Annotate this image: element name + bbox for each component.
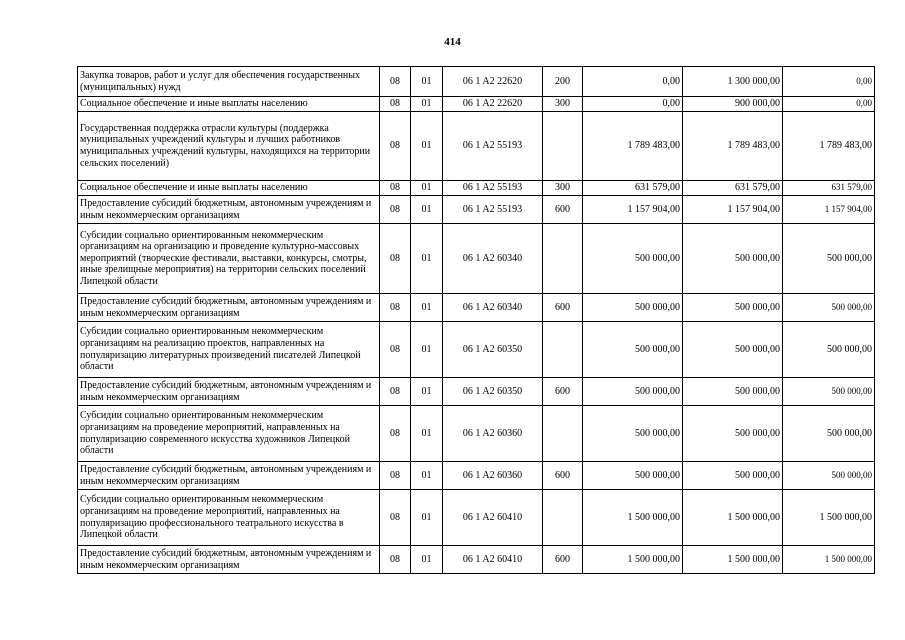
target-code: 06 1 A2 60350 bbox=[443, 322, 543, 378]
amount-1: 500 000,00 bbox=[583, 462, 683, 490]
table-row bbox=[78, 462, 875, 490]
subsection-code: 01 bbox=[411, 406, 443, 462]
section-code: 08 bbox=[380, 378, 411, 406]
row-name: Субсидии социально ориентированным некоммерческим организациям на проведение мероприятий, направленных на популяризацию профессионального театрального искусства в Липецкой области bbox=[78, 490, 380, 546]
amount-2: 1 300 000,00 bbox=[683, 67, 783, 97]
amount-1: 631 579,00 bbox=[583, 181, 683, 196]
target-code: 06 1 A2 60410 bbox=[443, 546, 543, 574]
row-name: Государственная поддержка отрасли культуры (поддержка муниципальных учреждений культуры и лучших работников муниципальных учреждений культуры, находящихся на территории сельских поселений) bbox=[78, 112, 380, 181]
amount-1: 0,00 bbox=[583, 97, 683, 112]
target-code: 06 1 A2 60340 bbox=[443, 224, 543, 294]
amount-3: 500 000,00 bbox=[783, 378, 875, 406]
table-row bbox=[78, 294, 875, 322]
amount-1: 500 000,00 bbox=[583, 294, 683, 322]
subsection-code: 01 bbox=[411, 322, 443, 378]
table-row bbox=[78, 67, 875, 97]
row-name: Субсидии социально ориентированным некоммерческим организациям на проведение мероприятий, направленных на популяризацию современного искусства художников Липецкой области bbox=[78, 406, 380, 462]
table-row bbox=[78, 196, 875, 224]
expense-type-code bbox=[543, 406, 583, 462]
amount-1: 1 789 483,00 bbox=[583, 112, 683, 181]
table-row bbox=[78, 112, 875, 181]
amount-1: 0,00 bbox=[583, 67, 683, 97]
amount-3: 500 000,00 bbox=[783, 294, 875, 322]
amount-3: 1 500 000,00 bbox=[783, 546, 875, 574]
expense-type-code: 300 bbox=[543, 181, 583, 196]
table-row bbox=[78, 97, 875, 112]
row-name: Предоставление субсидий бюджетным, автономным учреждениям и иным некоммерческим организациям bbox=[78, 546, 380, 574]
expense-type-code bbox=[543, 224, 583, 294]
subsection-code: 01 bbox=[411, 378, 443, 406]
subsection-code: 01 bbox=[411, 490, 443, 546]
target-code: 06 1 A2 60350 bbox=[443, 378, 543, 406]
amount-1: 500 000,00 bbox=[583, 378, 683, 406]
amount-3: 500 000,00 bbox=[783, 322, 875, 378]
target-code: 06 1 A2 60340 bbox=[443, 294, 543, 322]
target-code: 06 1 A2 60360 bbox=[443, 462, 543, 490]
amount-3: 500 000,00 bbox=[783, 224, 875, 294]
amount-2: 900 000,00 bbox=[683, 97, 783, 112]
expense-type-code: 600 bbox=[543, 462, 583, 490]
table-row bbox=[78, 406, 875, 462]
amount-2: 1 789 483,00 bbox=[683, 112, 783, 181]
amount-1: 500 000,00 bbox=[583, 322, 683, 378]
subsection-code: 01 bbox=[411, 97, 443, 112]
target-code: 06 1 A2 55193 bbox=[443, 112, 543, 181]
row-name: Социальное обеспечение и иные выплаты населению bbox=[78, 97, 380, 112]
amount-3: 1 789 483,00 bbox=[783, 112, 875, 181]
target-code: 06 1 A2 22620 bbox=[443, 97, 543, 112]
target-code: 06 1 A2 55193 bbox=[443, 196, 543, 224]
amount-1: 1 157 904,00 bbox=[583, 196, 683, 224]
section-code: 08 bbox=[380, 196, 411, 224]
row-name: Социальное обеспечение и иные выплаты населению bbox=[78, 181, 380, 196]
row-name: Предоставление субсидий бюджетным, автономным учреждениям и иным некоммерческим организациям bbox=[78, 378, 380, 406]
table-row bbox=[78, 322, 875, 378]
row-name: Предоставление субсидий бюджетным, автономным учреждениям и иным некоммерческим организациям bbox=[78, 294, 380, 322]
amount-3: 500 000,00 bbox=[783, 406, 875, 462]
target-code: 06 1 A2 22620 bbox=[443, 67, 543, 97]
amount-2: 500 000,00 bbox=[683, 378, 783, 406]
expense-type-code bbox=[543, 490, 583, 546]
budget-table bbox=[77, 66, 875, 574]
section-code: 08 bbox=[380, 112, 411, 181]
amount-2: 500 000,00 bbox=[683, 406, 783, 462]
amount-2: 1 500 000,00 bbox=[683, 490, 783, 546]
row-name: Субсидии социально ориентированным некоммерческим организациям на организацию и проведение культурно-массовых мероприятий (творческие фестивали, выставки, конкурсы, смотры, иные зрелищные мероприятия) на территории сельских поселений Липецкой области bbox=[78, 224, 380, 294]
section-code: 08 bbox=[380, 294, 411, 322]
subsection-code: 01 bbox=[411, 224, 443, 294]
row-name: Предоставление субсидий бюджетным, автономным учреждениям и иным некоммерческим организациям bbox=[78, 462, 380, 490]
expense-type-code: 600 bbox=[543, 196, 583, 224]
target-code: 06 1 A2 60360 bbox=[443, 406, 543, 462]
expense-type-code bbox=[543, 112, 583, 181]
subsection-code: 01 bbox=[411, 181, 443, 196]
amount-2: 500 000,00 bbox=[683, 322, 783, 378]
amount-3: 1 500 000,00 bbox=[783, 490, 875, 546]
amount-3: 0,00 bbox=[783, 67, 875, 97]
table-row bbox=[78, 546, 875, 574]
amount-2: 500 000,00 bbox=[683, 224, 783, 294]
section-code: 08 bbox=[380, 490, 411, 546]
row-name: Субсидии социально ориентированным некоммерческим организациям на реализацию проектов, направленных на популяризацию литературных произведений писателей Липецкой области bbox=[78, 322, 380, 378]
expense-type-code: 600 bbox=[543, 294, 583, 322]
expense-type-code: 600 bbox=[543, 378, 583, 406]
section-code: 08 bbox=[380, 224, 411, 294]
amount-2: 500 000,00 bbox=[683, 462, 783, 490]
page-number: 414 bbox=[444, 36, 461, 48]
subsection-code: 01 bbox=[411, 67, 443, 97]
amount-2: 500 000,00 bbox=[683, 294, 783, 322]
amount-2: 631 579,00 bbox=[683, 181, 783, 196]
amount-1: 1 500 000,00 bbox=[583, 490, 683, 546]
row-name: Закупка товаров, работ и услуг для обеспечения государственных (муниципальных) нужд bbox=[78, 67, 380, 97]
table-row bbox=[78, 490, 875, 546]
table-row bbox=[78, 378, 875, 406]
subsection-code: 01 bbox=[411, 196, 443, 224]
row-name: Предоставление субсидий бюджетным, автономным учреждениям и иным некоммерческим организациям bbox=[78, 196, 380, 224]
expense-type-code bbox=[543, 322, 583, 378]
subsection-code: 01 bbox=[411, 294, 443, 322]
amount-2: 1 500 000,00 bbox=[683, 546, 783, 574]
table-row bbox=[78, 181, 875, 196]
target-code: 06 1 A2 60410 bbox=[443, 490, 543, 546]
subsection-code: 01 bbox=[411, 462, 443, 490]
expense-type-code: 300 bbox=[543, 97, 583, 112]
amount-3: 1 157 904,00 bbox=[783, 196, 875, 224]
amount-1: 1 500 000,00 bbox=[583, 546, 683, 574]
section-code: 08 bbox=[380, 181, 411, 196]
section-code: 08 bbox=[380, 67, 411, 97]
subsection-code: 01 bbox=[411, 112, 443, 181]
amount-2: 1 157 904,00 bbox=[683, 196, 783, 224]
amount-1: 500 000,00 bbox=[583, 406, 683, 462]
amount-1: 500 000,00 bbox=[583, 224, 683, 294]
expense-type-code: 200 bbox=[543, 67, 583, 97]
subsection-code: 01 bbox=[411, 546, 443, 574]
section-code: 08 bbox=[380, 322, 411, 378]
section-code: 08 bbox=[380, 406, 411, 462]
target-code: 06 1 A2 55193 bbox=[443, 181, 543, 196]
amount-3: 631 579,00 bbox=[783, 181, 875, 196]
table-row bbox=[78, 224, 875, 294]
amount-3: 500 000,00 bbox=[783, 462, 875, 490]
section-code: 08 bbox=[380, 97, 411, 112]
amount-3: 0,00 bbox=[783, 97, 875, 112]
section-code: 08 bbox=[380, 462, 411, 490]
section-code: 08 bbox=[380, 546, 411, 574]
expense-type-code: 600 bbox=[543, 546, 583, 574]
